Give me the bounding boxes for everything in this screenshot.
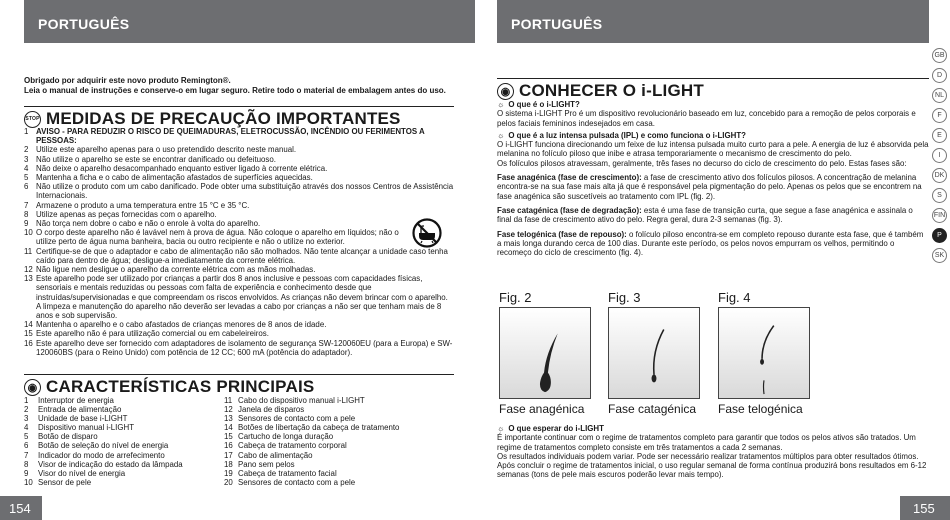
- item-number: 3: [24, 154, 29, 164]
- item-number: 11: [24, 246, 33, 256]
- features-column-1: [24, 396, 224, 487]
- language-header: PORTUGUÊS: [497, 0, 929, 43]
- item-number: 7: [24, 450, 29, 460]
- list-item: [24, 441, 224, 450]
- language-tab[interactable]: NL: [932, 88, 947, 103]
- item-number: 13: [224, 414, 233, 424]
- sun-icon: ☼: [497, 424, 505, 433]
- item-number: 2: [24, 145, 29, 155]
- language-tab[interactable]: DK: [932, 168, 947, 183]
- question-heading: [497, 131, 929, 140]
- item-text: Utilize apenas as peças fornecidas com o aparelho.: [36, 209, 217, 219]
- item-text: Entrada de alimentação: [38, 405, 122, 415]
- figure-label: Fig. 3: [608, 290, 641, 305]
- item-number: 16: [224, 441, 233, 451]
- expectations-section: [497, 424, 929, 480]
- language-tab[interactable]: D: [932, 68, 947, 83]
- figure-label: Fig. 2: [499, 290, 532, 305]
- item-text: Utilize este aparelho apenas para o uso pretendido descrito neste manual.: [36, 145, 297, 155]
- list-item: [24, 460, 224, 469]
- phase-label: Fase anagénica (fase de crescimento):: [497, 173, 642, 183]
- figure-caption: Fase telogénica: [718, 402, 803, 416]
- language-tab[interactable]: FIN: [932, 208, 947, 223]
- list-item: [24, 478, 224, 487]
- intro-line: Obrigado por adquirir este novo produto Remington®.: [24, 76, 231, 85]
- question-heading: [497, 424, 929, 433]
- item-number: 18: [224, 459, 233, 469]
- item-text: Não deixe o aparelho desacompanhado enquanto estiver ligado à corrente elétrica.: [36, 163, 328, 173]
- item-text: Sensores de contacto com a pele: [238, 414, 356, 424]
- list-item: [24, 247, 454, 265]
- answer-text: Os folículos pilosos atravessam, geralmente, três fases no decurso do ciclo de crescimento do pelo. Estas fases são:: [497, 158, 907, 168]
- telogen-hair-illustration: [718, 307, 810, 399]
- item-text: AVISO - PARA REDUZIR O RISCO DE QUEIMADURAS, ELETROCUSSÃO, INCÊNDIO OU FERIMENTOS A PESSOAS:: [36, 127, 425, 146]
- item-text: Pano sem pelos: [238, 459, 295, 469]
- list-item: [24, 145, 454, 154]
- no-bathtub-icon: [412, 218, 442, 248]
- list-item: [224, 451, 424, 460]
- list-item: [224, 441, 424, 450]
- list-item: [24, 265, 454, 274]
- item-text: Cabeça de tratamento corporal: [238, 441, 347, 451]
- list-item: [224, 432, 424, 441]
- list-item: [24, 155, 454, 164]
- section-heading: [497, 78, 929, 101]
- item-text: Botão de disparo: [38, 432, 98, 442]
- item-text: Não torça nem dobre o cabo e não o enrole à volta do aparelho.: [36, 219, 261, 229]
- item-number: 5: [24, 173, 29, 183]
- item-text: Unidade de base i-LIGHT: [38, 414, 128, 424]
- list-item: [24, 339, 454, 357]
- item-text: Armazene o produto a uma temperatura entre 15 °C e 35 °C.: [36, 200, 250, 210]
- language-tab[interactable]: SK: [932, 248, 947, 263]
- item-number: 15: [24, 329, 33, 339]
- item-text: Indicador do modo de arrefecimento: [38, 450, 165, 460]
- list-item: [24, 182, 454, 200]
- list-item: [24, 451, 224, 460]
- item-text: Não utilize o produto com um cabo danificado. Pode obter uma substituição através dos nossos Centros de Assistência Internacionais.: [36, 182, 454, 201]
- precautions-title: MEDIDAS DE PRECAUÇÃO IMPORTANTES: [46, 109, 401, 128]
- item-number: 3: [24, 414, 29, 424]
- item-number: 12: [224, 405, 233, 415]
- language-tab[interactable]: F: [932, 108, 947, 123]
- item-text: Botões de libertação da cabeça de tratamento: [238, 423, 400, 433]
- item-number: 13: [24, 274, 33, 284]
- language-tab[interactable]: I: [932, 148, 947, 163]
- list-item: [24, 396, 224, 405]
- answer-text: É importante continuar com o regime de tratamentos completo para garantir que todos os pelos ativos são tratados. Um regime de tratamentos completo consiste em três tratamentos a cada 2 semanas.: [497, 433, 916, 452]
- list-item: [224, 405, 424, 414]
- question-text: O que é o i-LIGHT?: [508, 100, 580, 109]
- item-text: Janela de disparos: [238, 405, 305, 415]
- phase-paragraph: [497, 230, 929, 258]
- precautions-list: [24, 127, 454, 357]
- list-item: [24, 164, 454, 173]
- list-item: [24, 320, 454, 329]
- item-number: 10: [24, 228, 33, 238]
- sun-icon: ☼: [497, 130, 505, 140]
- item-text: Não utilize o aparelho se este se encontrar danificado ou defeituoso.: [36, 154, 276, 164]
- eye-icon: ◉: [497, 83, 514, 100]
- intro-answers: [497, 100, 929, 257]
- item-number: 19: [224, 468, 233, 478]
- item-text: Cabo do dispositivo manual i-LIGHT: [238, 396, 365, 405]
- figure-label: Fig. 4: [718, 290, 751, 305]
- anagen-hair-illustration: [499, 307, 591, 399]
- item-text: Sensor de pele: [38, 477, 92, 487]
- phase-label: Fase catagénica (fase de degradação):: [497, 205, 642, 215]
- phase-text: a fase de crescimento ativo dos folículos pilosos. A concentração de melanina encontra-se na sua fase mais alta já que é responsável pela pigmentação do pelo. Apenas os pelos que se encontrem na fase anagénica são suscetíveis ao tratamento com IPL (fig. 2).: [497, 173, 922, 201]
- list-item: [24, 432, 224, 441]
- item-text: Este aparelho deve ser fornecido com adaptadores de isolamento de segurança SW-120060EU (para a Europa) e SW-120060BS (para o Reino Unido) com potência de 12 CC; 600 mA (potência do adaptador).: [36, 338, 453, 357]
- sun-icon: ☼: [497, 100, 505, 109]
- right-page: [475, 0, 950, 520]
- item-number: 9: [24, 219, 29, 229]
- item-number: 11: [224, 396, 233, 405]
- list-item: [24, 173, 454, 182]
- list-item: [24, 423, 224, 432]
- item-number: 6: [24, 441, 29, 451]
- list-item: [24, 414, 224, 423]
- item-text: Botão de seleção do nível de energia: [38, 441, 169, 451]
- item-text: Interruptor de energia: [38, 396, 114, 405]
- list-item: [24, 127, 454, 145]
- answer-text: Os resultados individuais podem variar. Pode ser necessário realizar tratamentos múltiplos para obter resultados ótimos.: [497, 451, 919, 461]
- phase-text: esta é uma fase de transição curta, que segue a fase anagénica e assinala o final da fase de crescimento ativo do pelo. Regra geral, dura 2-3 semanas (fig. 3).: [497, 205, 913, 225]
- language-tab[interactable]: S: [932, 188, 947, 203]
- list-item: [24, 274, 454, 320]
- list-item: [224, 423, 424, 432]
- figure-caption: Fase anagénica: [499, 402, 585, 416]
- item-number: 2: [24, 405, 29, 415]
- features-list: [24, 396, 454, 487]
- phase-paragraph: [497, 206, 929, 225]
- question-heading: [497, 100, 929, 109]
- item-number: 9: [24, 468, 29, 478]
- answer-text: Após concluir o regime de tratamentos inicial, o uso regular semanal de forma contínua produzirá bons resultados em 6-12 semanas (tons de pele mais escuros poderão levar mais tempo).: [497, 461, 927, 480]
- item-number: 20: [224, 477, 233, 487]
- precautions-heading: [24, 106, 454, 129]
- page-number: 154: [0, 496, 42, 520]
- page-number: 155: [900, 496, 950, 520]
- list-item: [224, 396, 424, 405]
- item-number: 8: [24, 209, 29, 219]
- features-heading: [24, 374, 454, 397]
- stop-icon: STOP: [24, 111, 41, 128]
- list-item: [24, 228, 454, 246]
- question-text: O que esperar do i-LIGHT: [508, 424, 604, 433]
- item-number: 14: [224, 423, 233, 433]
- language-header: PORTUGUÊS: [24, 0, 475, 43]
- item-text: Visor de indicação do estado da lâmpada: [38, 459, 183, 469]
- item-number: 7: [24, 200, 29, 210]
- item-text: Cartucho de longa duração: [238, 432, 334, 442]
- item-number: 8: [24, 459, 29, 469]
- question-text: O que é a luz intensa pulsada (IPL) e como funciona o i-LIGHT?: [508, 130, 746, 140]
- section-title: CONHECER O i-LIGHT: [519, 81, 704, 100]
- language-tab[interactable]: GB: [932, 48, 947, 63]
- item-text: O corpo deste aparelho não é lavável nem à prova de água. Não coloque o aparelho em líquidos; não o utilize perto de água numa banheira, bacia ou outro recipiente e não o utilize no exterior.: [36, 228, 399, 247]
- features-column-2: [224, 396, 424, 487]
- list-item: [24, 405, 224, 414]
- list-item: [24, 210, 454, 219]
- language-tab[interactable]: E: [932, 128, 947, 143]
- language-tab[interactable]: P: [932, 228, 947, 243]
- item-number: 14: [24, 320, 33, 330]
- list-item: [224, 478, 424, 487]
- item-text: Este aparelho pode ser utilizado por crianças a partir dos 8 anos inclusive e pessoas com capacidades físicas, sensoriais e mentais reduzidas ou pessoas com falta de experiência e conhecimento desde que instruídas/supervisionadas e que compreendam os riscos envolvidos. As crianças não devem brincar com o aparelho. A limpeza e manutenção do aparelho não deverão ser levadas a cabo por crianças a não ser que tenham mais de 8 anos e sob supervisão.: [36, 274, 448, 321]
- list-item: [24, 219, 454, 228]
- features-title: CARACTERÍSTICAS PRINCIPAIS: [46, 377, 315, 396]
- item-number: 4: [24, 163, 29, 173]
- list-item: [24, 201, 454, 210]
- eye-icon: ◉: [24, 379, 41, 396]
- item-text: Visor do nível de energia: [38, 468, 126, 478]
- phase-label: Fase telogénica (fase de repouso):: [497, 229, 627, 239]
- intro-text: [24, 76, 464, 96]
- catagen-hair-illustration: [608, 307, 700, 399]
- language-tabs: [931, 48, 948, 268]
- item-number: 17: [224, 450, 233, 460]
- list-item: [224, 414, 424, 423]
- phase-paragraph: [497, 173, 929, 201]
- phase-text: o folículo piloso encontra-se em completo repouso durante esta fase, que é também a mais longa durando cerca de 100 dias. Durante este período, os pelos novos empurram os velhos, permitindo o recomeço do ciclo de crescimento (fig. 4).: [497, 229, 924, 258]
- item-number: 10: [24, 477, 33, 487]
- item-text: Mantenha a ficha e o cabo de alimentação afastados de superfícies aquecidas.: [36, 173, 313, 183]
- item-text: Sensores de contacto com a pele: [238, 477, 356, 487]
- intro-line: Leia o manual de instruções e conserve-o em lugar seguro. Retire todo o material de embalagem antes do uso.: [24, 86, 446, 95]
- item-number: 16: [24, 338, 33, 348]
- item-text: Mantenha o aparelho e o cabo afastados de crianças menores de 8 anos de idade.: [36, 320, 327, 330]
- item-text: Cabo de alimentação: [238, 450, 313, 460]
- list-item: [24, 469, 224, 478]
- item-number: 6: [24, 182, 29, 192]
- item-number: 5: [24, 432, 29, 442]
- list-item: [224, 469, 424, 478]
- item-text: Dispositivo manual i-LIGHT: [38, 423, 135, 433]
- item-text: Certifique-se de que o adaptador e cabo de alimentação não são molhados. Não tente alcançar a unidade caso tenha caído para dentro de água; desligue-a imediatamente da corrente elétrica.: [36, 246, 448, 265]
- answer-text: O sistema i-LIGHT Pro é um dispositivo revolucionário baseado em luz, concebido para a remoção de pelos corporais e pelos faciais femininos indesejados em casa.: [497, 109, 916, 128]
- list-item: [24, 329, 454, 338]
- item-text: Este aparelho não é para utilização comercial ou em cabeleireiros.: [36, 329, 269, 339]
- item-number: 1: [24, 396, 29, 405]
- item-text: Cabeça de tratamento facial: [238, 468, 337, 478]
- answer-text: O i-LIGHT funciona direcionando um feixe de luz intensa pulsada muito curto para a pele. A energia de luz é absorvida pela melanina no folículo piloso que inibe e atrasa temporariamente o mecanismo de crescimento do pelo.: [497, 140, 929, 159]
- item-number: 12: [24, 265, 33, 275]
- item-number: 15: [224, 432, 233, 442]
- item-number: 1: [24, 127, 29, 136]
- figure-caption: Fase catagénica: [608, 402, 697, 416]
- item-number: 4: [24, 423, 29, 433]
- item-text: Não ligue nem desligue o aparelho da corrente elétrica com as mãos molhadas.: [36, 265, 316, 275]
- list-item: [224, 460, 424, 469]
